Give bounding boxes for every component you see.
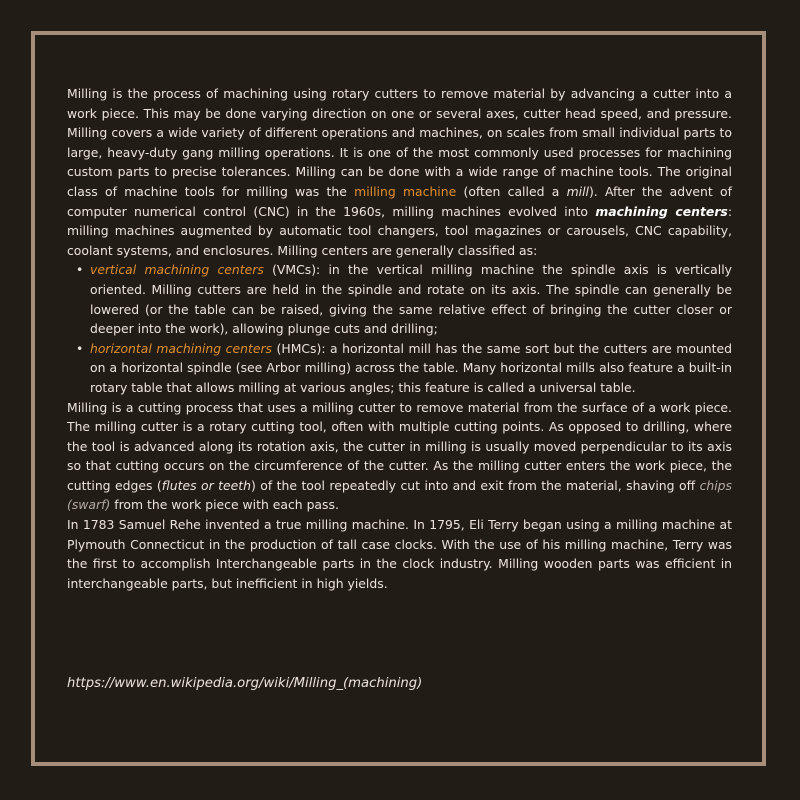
list-item-hmc-text: (HMCs): a horizontal mill has the same sort but the cutters are mounted on a horizontal spindle (see Arbor milling) across the table. Many horizontal mills also feature a built-in rotary table that allows milling at various angles; this feature is called a universal table. — [90, 340, 732, 395]
article-body — [67, 84, 732, 593]
horizontal-machining-centers-link[interactable]: horizontal machining centers — [90, 340, 272, 356]
list-item-hmc — [76, 339, 732, 398]
para2-text-2: ) of the tool repeatedly cut into and exit from the material, shaving off — [250, 477, 700, 493]
vertical-machining-centers-link[interactable]: vertical machining centers — [90, 262, 264, 278]
chips-swarf-term[interactable]: chips (swarf) — [67, 477, 733, 513]
source-url[interactable]: https://www.en.wikipedia.org/wiki/Milling_(machining) — [67, 676, 423, 691]
para2-text-3: from the work piece with each pass. — [110, 497, 339, 513]
history-paragraph: In 1783 Samuel Rehe invented a true milling machine. In 1795, Eli Terry began using a milling machine at Plymouth Connecticut in the production of tall case clocks. With the use of his milling machine, Terry was the first to accomplish Interchangeable parts in the clock industry. Milling wooden parts was efficient in interchangeable parts, but inefficient in high yields. — [67, 517, 732, 591]
list-item-vmc-text: (VMCs): in the vertical milling machine the spindle axis is vertically oriented. Milling cutters are held in the spindle and rotate on its axis. The spindle can generally be lowered (or the table can be raised, giving the same relative effect of bringing the cutter closer or deeper into the work), allowing plunge cuts and drilling; — [90, 262, 732, 337]
bullet-icon: • — [76, 340, 84, 356]
machining-centers-list — [67, 260, 732, 397]
intro-paragraph — [67, 84, 732, 260]
list-item-vmc — [76, 260, 732, 338]
machining-centers-term: machining centers — [595, 203, 728, 219]
intro-text-1: Milling is the process of machining using rotary cutters to remove material by advancing a cutter into a work piece. This may be done varying direction on one or several axes, cutter head speed, and pressure. Milling covers a wide variety of different operations and machines, on scales from small individual parts to large, heavy-duty gang milling operations. It is one of the most commonly used processes for machining custom parts to precise tolerances. Milling can be done with a wide range of machine tools. The original class of machine tools for milling was the — [67, 86, 732, 199]
intro-text-2: (often called a — [456, 183, 567, 199]
cutting-process-paragraph — [67, 398, 732, 516]
bullet-icon: • — [76, 262, 84, 278]
milling-machine-link[interactable]: milling machine — [354, 183, 457, 199]
mill-term: mill — [566, 183, 589, 199]
para2-text-1: Milling is a cutting process that uses a milling cutter to remove material from the surface of a work piece. The milling cutter is a rotary cutting tool, often with multiple cutting points. As opposed to drilling, where the tool is advanced along its rotation axis, the cutter in milling is usually moved perpendicular to its axis so that cutting occurs on the circumference of the cutter. As the milling cutter enters the work piece, the cutting edges ( — [67, 399, 732, 493]
intro-text-4: : milling machines augmented by automatic tool changers, tool magazines or carousels, CNC capability, coolant systems, and enclosures. Milling centers are generally classified as: — [67, 203, 732, 258]
intro-text-3: ). After the advent of computer numerical control (CNC) in the 1960s, milling machines evolved into — [67, 183, 732, 219]
flutes-term: flutes or teeth — [161, 477, 251, 493]
